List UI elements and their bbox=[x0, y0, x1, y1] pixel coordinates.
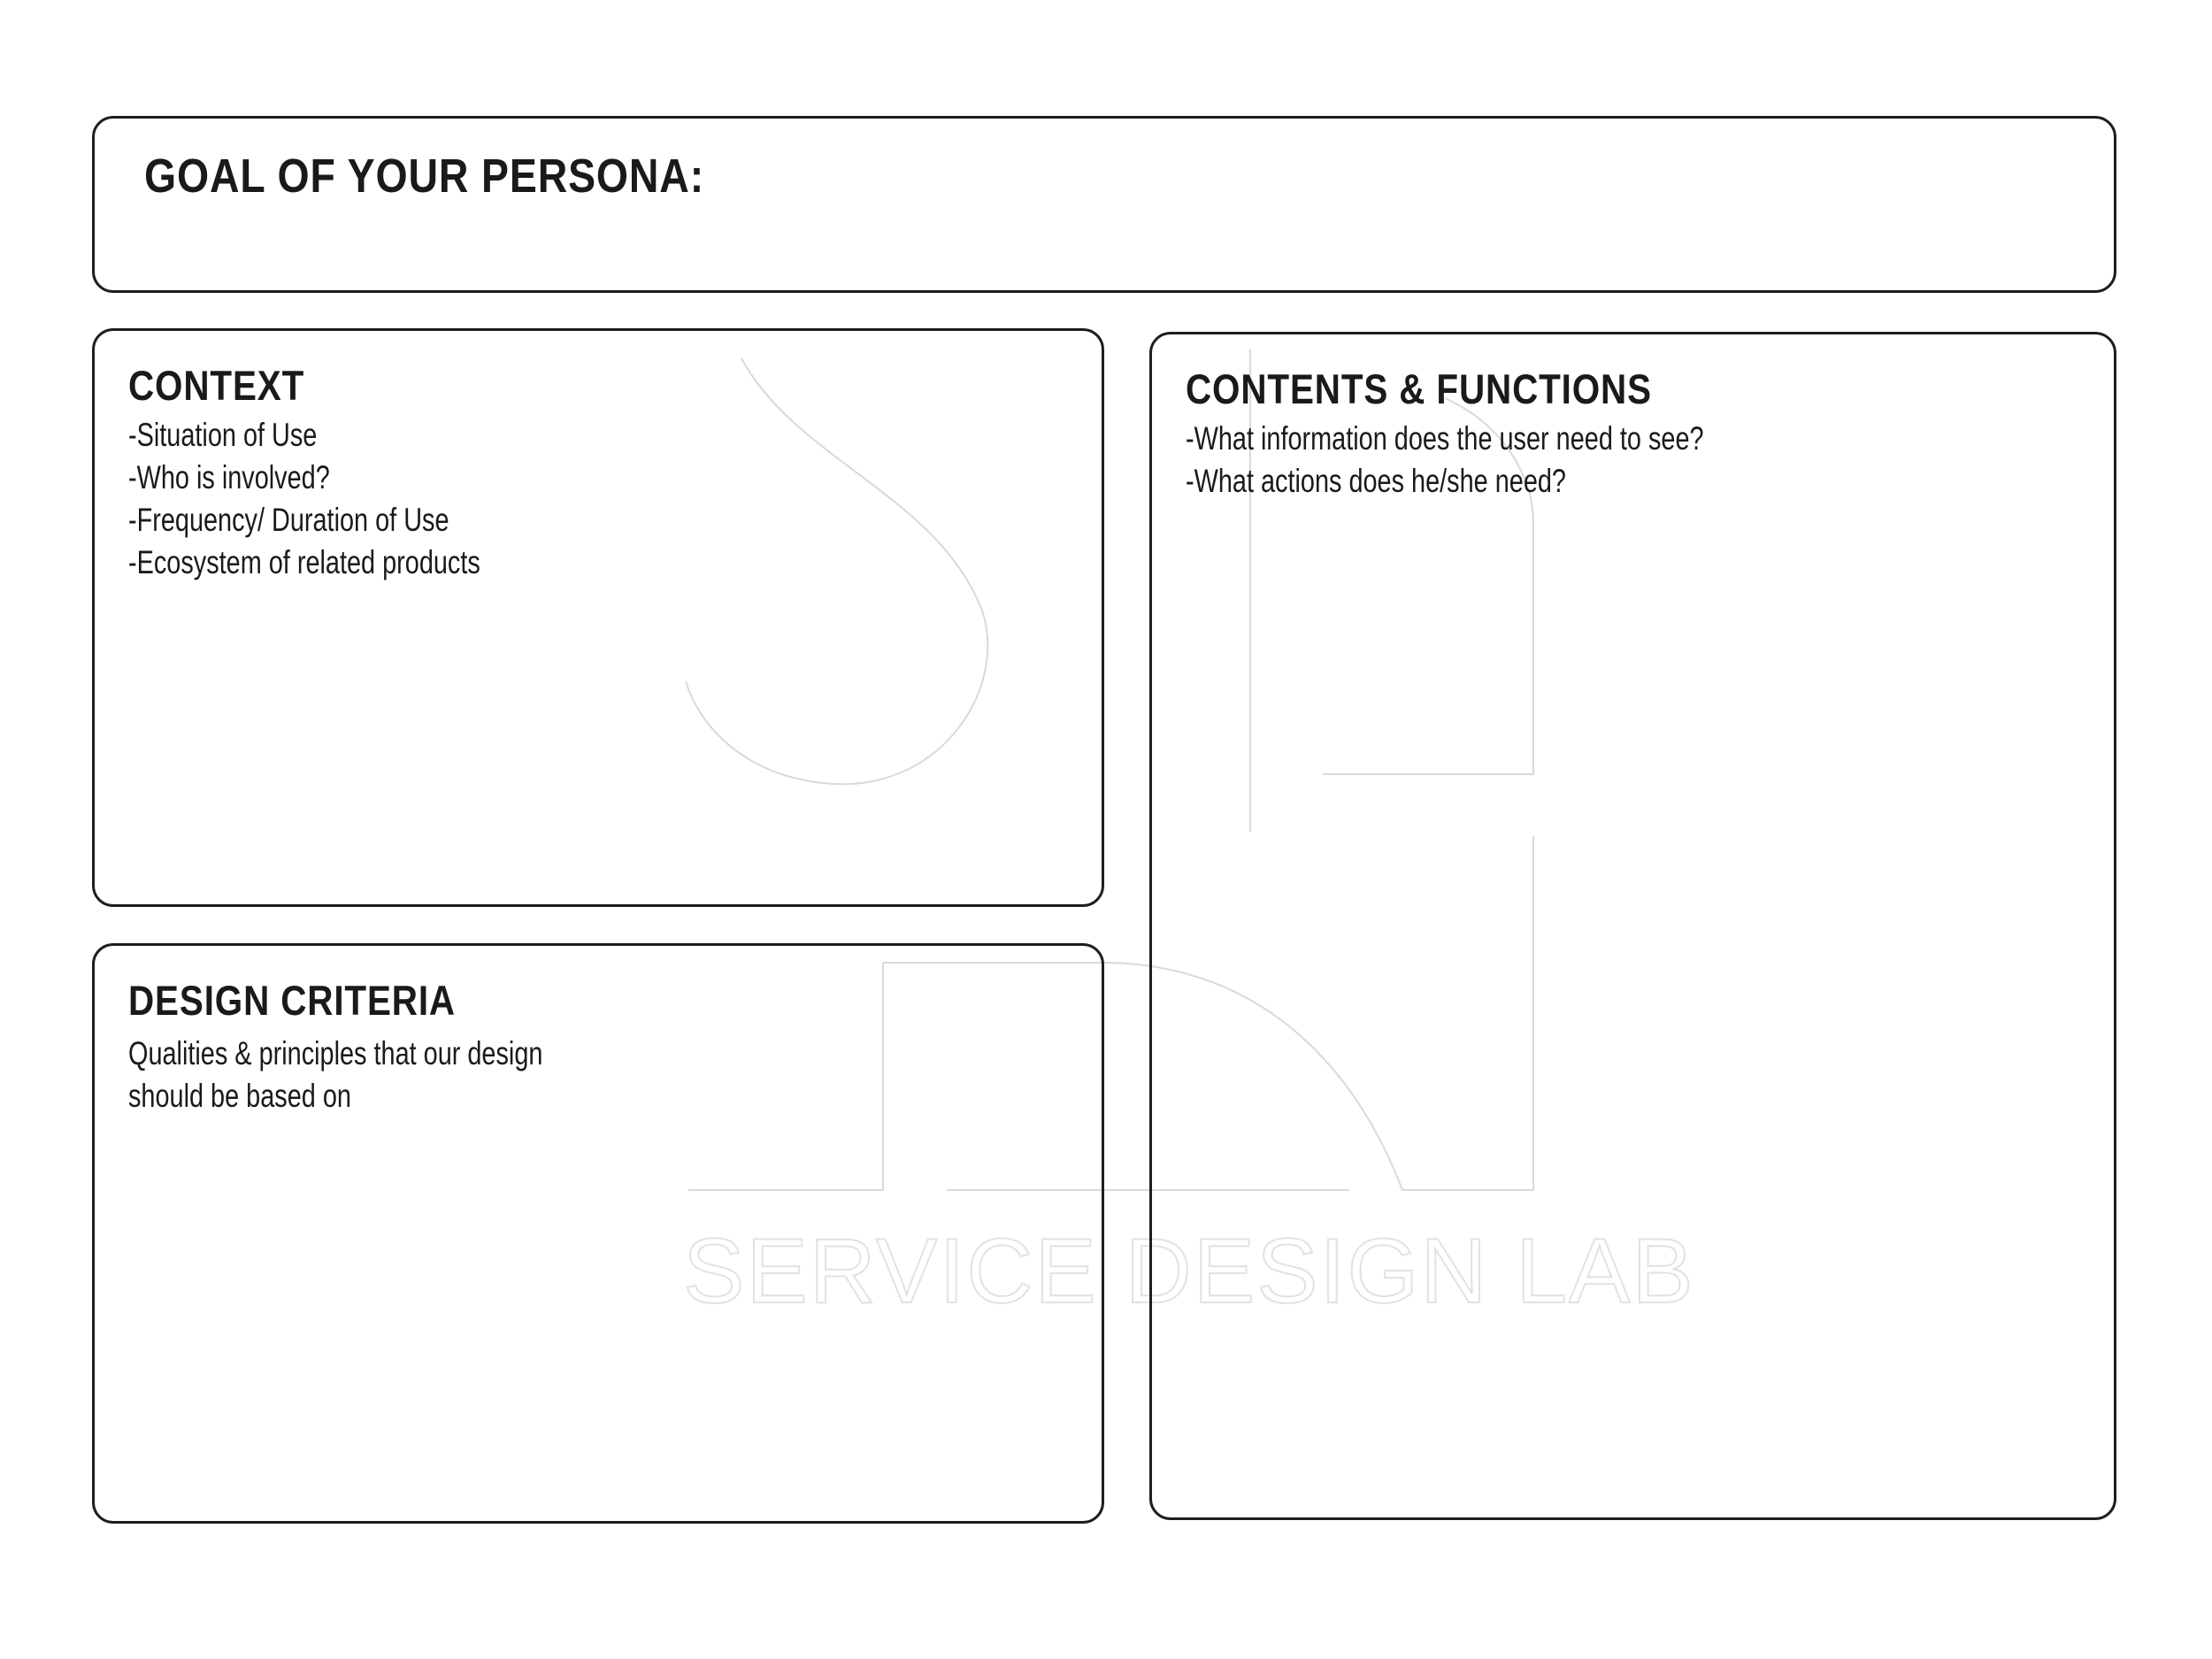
context-prompt: -Situation of Use bbox=[128, 417, 318, 453]
design-criteria-prompt: Qualities & principles that our design should be based on bbox=[128, 1035, 543, 1114]
context-prompt: -Ecosystem of related products bbox=[128, 544, 480, 580]
design-criteria-heading: DESIGN CRITERIA bbox=[128, 977, 456, 1024]
contents-functions-heading: CONTENTS & FUNCTIONS bbox=[1186, 365, 1652, 412]
watermark-text: SERVICE DESIGN LAB bbox=[683, 1220, 1695, 1323]
contents-functions-prompt: -What actions does he/she need? bbox=[1186, 463, 1566, 499]
contents-functions-prompt-list bbox=[1186, 418, 1704, 503]
context-prompt: -Frequency/ Duration of Use bbox=[128, 502, 449, 538]
context-heading: CONTEXT bbox=[128, 362, 305, 409]
contents-functions-panel bbox=[1149, 332, 2116, 1520]
context-prompt-list bbox=[128, 414, 480, 584]
goal-heading: GOAL OF YOUR PERSONA: bbox=[144, 150, 705, 203]
context-panel bbox=[92, 328, 1104, 907]
design-criteria-panel bbox=[92, 943, 1104, 1524]
goal-panel bbox=[92, 116, 2116, 293]
contents-functions-prompt: -What information does the user need to see? bbox=[1186, 420, 1704, 457]
context-prompt: -Who is involved? bbox=[128, 459, 330, 495]
